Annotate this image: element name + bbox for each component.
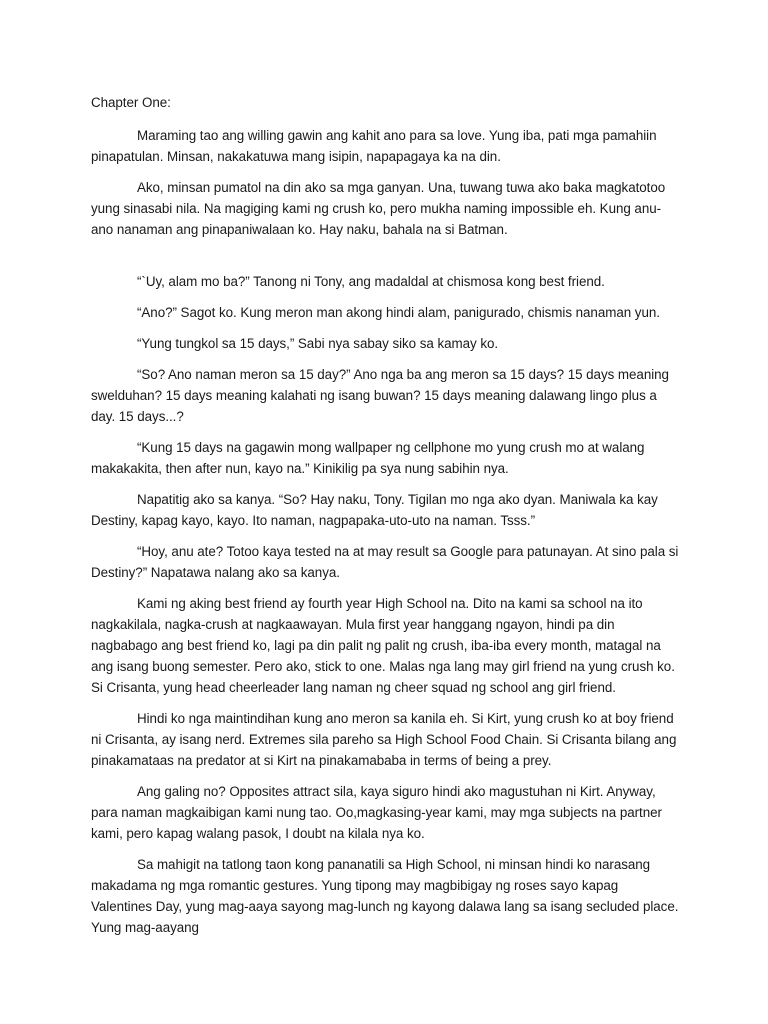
paragraph: Maraming tao ang willing gawin ang kahit ano para sa love. Yung iba, pati mga pamahiin pinapatulan. Minsan, nakakatuwa mang isipin, napapagaya ka na din.	[91, 128, 657, 164]
paragraph: Sa mahigit na tatlong taon kong pananatili sa High School, ni minsan hindi ko narasang makadama ng mga romantic gestures. Yung tipong may magbibigay ng roses sayo kapag Valentines Day, yung mag-aaya sayong mag-lunch ng kayong dalawa lang sa isang secluded place. Yung mag-aayang	[91, 857, 679, 935]
paragraph: Kami ng aking best friend ay fourth year High School na. Dito na kami sa school na ito nagkakilala, nagka-crush at nagkaawayan. Mula first year hanggang ngayon, hindi pa din nagbabago ang best friend ko, lagi pa din palit ng palit ng crush, iba-iba every month, matagal na ang isang buong semester. Pero ako, stick to one. Malas nga lang may girl friend na yung crush ko. Si Crisanta, yung head cheerleader lang naman ng cheer squad ng school ang girl friend.	[91, 596, 675, 695]
paragraph: “Kung 15 days na gagawin mong wallpaper ng cellphone mo yung crush mo at walang makakakita, then after nun, kayo na.” Kinikilig pa sya nung sabihin nya.	[91, 440, 645, 476]
paragraph: “Hoy, anu ate? Totoo kaya tested na at may result sa Google para patunayan. At sino pala si Destiny?” Napatawa nalang ako sa kanya.	[91, 544, 679, 580]
paragraph: “Yung tungkol sa 15 days,” Sabi nya sabay siko sa kamay ko.	[137, 336, 499, 351]
paragraph: Napatitig ako sa kanya. “So? Hay naku, Tony. Tigilan mo nga ako dyan. Maniwala ka kay Destiny, kapag kayo, kayo. Ito naman, nagpapaka-uto-uto na naman. Tsss.”	[91, 492, 658, 528]
paragraph: “So? Ano naman meron sa 15 day?” Ano nga ba ang meron sa 15 days? 15 days meaning swelduhan? 15 days meaning kalahati ng isang buwan? 15 days meaning dalawang lingo plus a day. 15 days...?	[91, 367, 669, 424]
paragraph: Hindi ko nga maintindihan kung ano meron sa kanila eh. Si Kirt, yung crush ko at boy friend ni Crisanta, ay isang nerd. Extremes sila pareho sa High School Food Chain. Si Crisanta bilang ang pinakamataas na predator at si Kirt na pinakamababa in terms of being a prey.	[91, 711, 677, 768]
paragraph: Ako, minsan pumatol na din ako sa mga ganyan. Una, tuwang tuwa ako baka magkatotoo yung sinasabi nila. Na magiging kami ng crush ko, pero mukha naming impossible eh. Kung anu-ano nanaman ang pinapaniwalaan ko. Hay naku, bahala na si Batman.	[91, 180, 666, 237]
document-body	[91, 92, 679, 948]
paragraph: Ang galing no? Opposites attract sila, kaya siguro hindi ako magustuhan ni Kirt. Anyway, para naman magkaibigan kami nung tao. Oo,magkasing-year kami, may mga subjects na partner kami, pero kapag walang pasok, I doubt na kilala nya ko.	[91, 784, 662, 841]
paragraph: “Ano?” Sagot ko. Kung meron man akong hindi alam, panigurado, chismis nanaman yun.	[137, 305, 660, 320]
chapter-title: Chapter One:	[91, 95, 171, 110]
paragraph: “`Uy, alam mo ba?” Tanong ni Tony, ang madaldal at chismosa kong best friend.	[137, 274, 605, 289]
section-gap	[91, 250, 679, 271]
